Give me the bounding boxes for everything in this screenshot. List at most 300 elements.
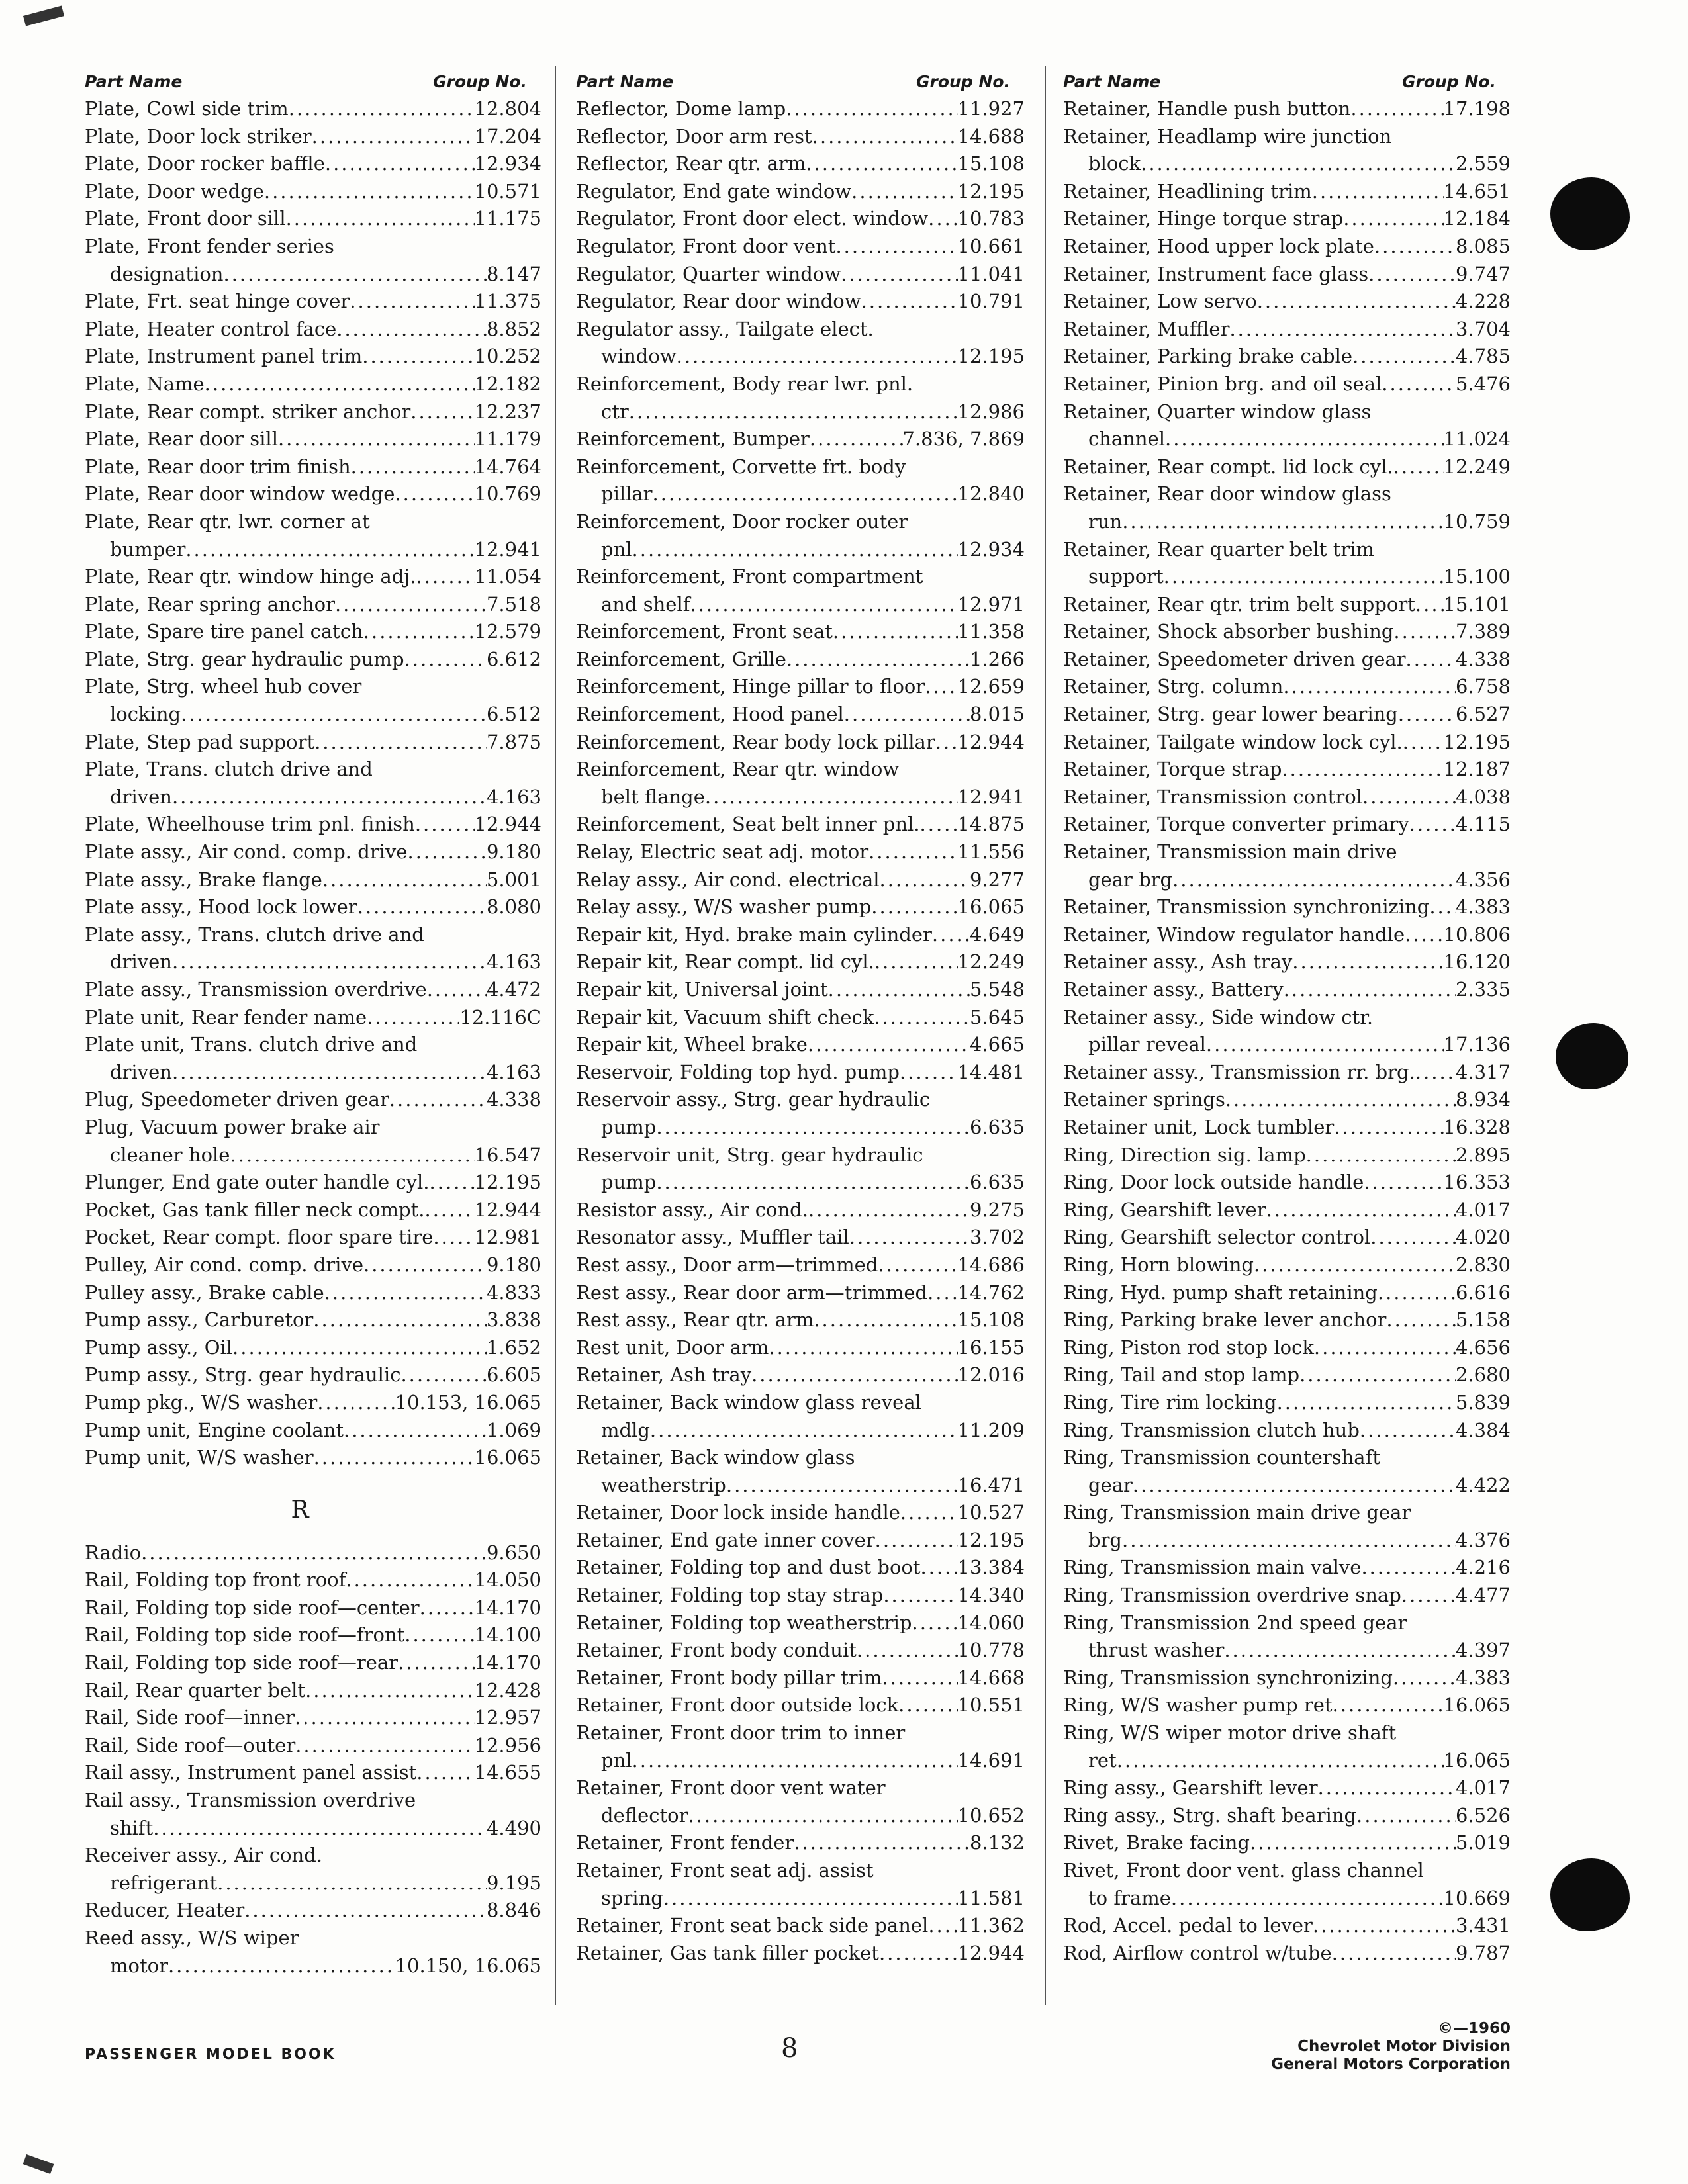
- dot-leader: [317, 1389, 395, 1417]
- dot-leader: [857, 1637, 958, 1664]
- group-number: 15.101: [1443, 592, 1511, 615]
- group-number: 1.266: [969, 647, 1025, 670]
- index-entry: [85, 426, 541, 453]
- index-entry: [576, 1361, 1025, 1389]
- dot-leader: [278, 426, 475, 453]
- group-number: 12.934: [957, 537, 1025, 561]
- part-name: Repair kit, Rear compt. lid cyl.: [576, 950, 874, 974]
- group-number: 4.338: [1455, 647, 1511, 670]
- entry-line: [1063, 1940, 1511, 1968]
- dot-leader: [851, 178, 957, 206]
- part-name: Plate, Rear spring anchor: [85, 592, 335, 615]
- group-number: 9.195: [486, 1871, 541, 1894]
- index-entry: [85, 1842, 541, 1897]
- part-name: Ring, Transmission countershaft: [1063, 1446, 1380, 1469]
- entry-line: [85, 178, 541, 206]
- dot-leader: [879, 1940, 958, 1968]
- entry-line: [1063, 288, 1511, 316]
- part-name: Retainer, Window regulator handle: [1063, 923, 1405, 946]
- part-name: Plug, Vacuum power brake air: [85, 1115, 380, 1138]
- group-number: 4.665: [969, 1033, 1025, 1056]
- entry-line: [576, 123, 1025, 151]
- index-entry: [576, 618, 1025, 646]
- dot-leader: [814, 1306, 957, 1334]
- dot-leader: [927, 1279, 957, 1307]
- dot-leader: [1415, 591, 1444, 619]
- part-name-continued: pnl: [601, 1749, 632, 1772]
- part-name: Reinforcement, Grille: [576, 647, 786, 670]
- group-number: 11.209: [957, 1418, 1025, 1441]
- index-entry: [1063, 1444, 1511, 1499]
- part-name: Plate, Heater control face: [85, 317, 337, 340]
- dot-leader: [153, 1815, 487, 1843]
- part-name: Pulley assy., Brake cable: [85, 1281, 324, 1304]
- group-number: 12.957: [474, 1706, 541, 1729]
- group-number: 14.655: [474, 1761, 541, 1784]
- entry-line: [85, 1169, 541, 1197]
- group-number: 6.616: [1455, 1281, 1511, 1304]
- index-entry: [85, 1334, 541, 1362]
- index-entry: [576, 1004, 1025, 1032]
- index-entry: [576, 150, 1025, 178]
- part-name: Plate, Rear compt. striker anchor: [85, 400, 411, 423]
- dot-leader: [395, 480, 474, 508]
- group-number: 6.527: [1455, 703, 1511, 726]
- part-name-continued: channel: [1088, 428, 1165, 451]
- group-number: 8.085: [1455, 234, 1511, 257]
- part-name-continued: shift: [110, 1816, 154, 1839]
- part-name: Retainer, Transmission synchronizing: [1063, 895, 1430, 919]
- index-entry: [85, 1787, 541, 1842]
- dot-leader: [314, 729, 487, 756]
- index-entry: [576, 1334, 1025, 1362]
- dot-leader: [430, 1169, 475, 1197]
- entry-continuation: [85, 701, 541, 729]
- dot-leader: [1206, 1031, 1444, 1059]
- dot-leader: [217, 1870, 487, 1897]
- part-name-continued: pump: [601, 1115, 657, 1138]
- entry-continuation: [85, 948, 541, 976]
- dot-leader: [1401, 1582, 1456, 1610]
- group-number: 3.431: [1455, 1914, 1511, 1937]
- entry-line: [576, 1692, 1025, 1719]
- entry-continuation: [1063, 1527, 1511, 1555]
- group-number: 12.195: [957, 179, 1025, 203]
- part-name: Ring, Transmission synchronizing: [1063, 1666, 1393, 1689]
- dot-leader: [878, 1251, 957, 1279]
- dot-leader: [264, 178, 475, 206]
- group-number: 14.481: [957, 1060, 1025, 1083]
- dot-leader: [1266, 1197, 1456, 1224]
- index-entry: [85, 508, 541, 563]
- part-name: Rail, Side roof—inner: [85, 1706, 295, 1729]
- group-number: 5.001: [486, 868, 541, 891]
- dot-leader: [844, 701, 970, 729]
- entry-line: [576, 1031, 1025, 1059]
- entry-line: [85, 1251, 541, 1279]
- entry-line: [1063, 1086, 1511, 1114]
- part-name: Regulator assy., Tailgate elect.: [576, 317, 874, 340]
- dot-leader: [357, 893, 487, 921]
- group-number: 12.195: [957, 1528, 1025, 1551]
- part-name: Ring, Tail and stop lamp: [1063, 1363, 1300, 1387]
- part-name: Retainer, Folding top stay strap: [576, 1584, 884, 1607]
- punch-hole-middle: [1556, 1023, 1628, 1089]
- group-number: 5.548: [969, 978, 1025, 1001]
- part-name: Receiver assy., Air cond.: [85, 1844, 323, 1867]
- dot-leader: [1171, 1885, 1444, 1913]
- entry-line: [85, 866, 541, 894]
- group-number: 10.759: [1443, 510, 1511, 533]
- part-name: Ring, Transmission main valve: [1063, 1556, 1362, 1579]
- section-letter: R: [291, 1496, 309, 1524]
- entry-line: [1063, 1197, 1511, 1224]
- part-name: Plate, Step pad support: [85, 730, 315, 753]
- group-number: 7.518: [486, 592, 541, 615]
- part-name: Repair kit, Wheel brake: [576, 1033, 808, 1056]
- dot-leader: [1257, 288, 1456, 316]
- entry-line: [1063, 1664, 1511, 1692]
- entry-line: [1063, 618, 1511, 646]
- part-name: Repair kit, Hyd. brake main cylinder: [576, 923, 932, 946]
- index-entry: [576, 811, 1025, 839]
- entry-line: [576, 1251, 1025, 1279]
- part-name-continued: ret: [1088, 1749, 1117, 1772]
- part-name: Reinforcement, Hood panel: [576, 703, 844, 726]
- entry-line: [85, 95, 541, 123]
- index-entry: [576, 1197, 1025, 1224]
- group-no-heading: Group No.: [432, 72, 527, 91]
- entry-line: [576, 1940, 1025, 1968]
- part-name: Retainer unit, Lock tumbler: [1063, 1115, 1335, 1138]
- index-entry: [1063, 646, 1511, 674]
- entry-line: [85, 150, 541, 178]
- index-entry: [85, 371, 541, 398]
- part-name: Reflector, Rear qtr. arm: [576, 152, 806, 175]
- part-name-continued: support: [1088, 565, 1164, 588]
- index-entry: [576, 701, 1025, 729]
- part-name: Retainer, Front door trim to inner: [576, 1721, 906, 1745]
- index-entry: [576, 1912, 1025, 1940]
- part-name: Rail, Rear quarter belt: [85, 1678, 306, 1702]
- dot-leader: [769, 1334, 957, 1362]
- part-name: Plate, Frt. seat hinge cover: [85, 290, 350, 313]
- column-divider-right: [1045, 66, 1046, 2005]
- part-name: Reservoir assy., Strg. gear hydraulic: [576, 1088, 931, 1111]
- part-name-continued: mdlg: [601, 1418, 650, 1441]
- entry-continuation: [576, 1417, 1025, 1445]
- part-name: Rest assy., Rear qtr. arm: [576, 1308, 814, 1332]
- dot-leader: [677, 343, 958, 371]
- group-number: 5.476: [1455, 372, 1511, 395]
- entry-line: [1063, 591, 1511, 619]
- group-number: 11.375: [474, 290, 541, 313]
- dot-leader: [875, 1527, 958, 1555]
- group-number: 17.198: [1443, 97, 1511, 120]
- part-name: Ring, Horn blowing: [1063, 1253, 1254, 1276]
- index-entry: [85, 563, 541, 591]
- entry-line: [576, 233, 1025, 261]
- part-name: Rail, Folding top side roof—front: [85, 1623, 405, 1647]
- dot-leader: [882, 1664, 957, 1692]
- index-entry: [85, 756, 541, 811]
- group-number: 10.778: [957, 1639, 1025, 1662]
- entry-line: [1063, 701, 1511, 729]
- part-name: Ring, W/S washer pump ret: [1063, 1694, 1333, 1717]
- group-number: 9.787: [1455, 1941, 1511, 1964]
- part-name-heading: Part Name: [576, 72, 674, 91]
- index-entry: [85, 1086, 541, 1114]
- group-number: 16.353: [1443, 1171, 1511, 1194]
- group-number: 1.652: [486, 1336, 541, 1359]
- entry-line: [576, 288, 1025, 316]
- part-name: Retainer, Instrument face glass: [1063, 262, 1369, 285]
- index-entry: [576, 729, 1025, 756]
- index-entry: [1063, 123, 1511, 178]
- part-name: Retainer, Ash tray: [576, 1363, 752, 1387]
- entry-line: [1063, 921, 1511, 949]
- dot-leader: [350, 288, 474, 316]
- part-name: Retainer, Headlamp wire junction: [1063, 124, 1392, 148]
- corporation-name: General Motors Corporation: [1271, 2056, 1511, 2073]
- part-name: Plate, Door wedge: [85, 179, 264, 203]
- group-number: 12.941: [474, 537, 541, 561]
- entry-line: [1063, 1389, 1511, 1417]
- group-number: 15.108: [957, 1308, 1025, 1332]
- index-entry: [576, 1142, 1025, 1197]
- index-entry: [576, 508, 1025, 563]
- dot-leader: [398, 1649, 474, 1677]
- dot-leader: [232, 1334, 487, 1362]
- index-entry: [1063, 1417, 1511, 1445]
- index-entry: [85, 398, 541, 426]
- entry-continuation: [85, 1059, 541, 1087]
- index-entry: [85, 480, 541, 508]
- entry-line: [1063, 646, 1511, 674]
- index-entry: [1063, 1554, 1511, 1582]
- part-name: Reinforcement, Corvette frt. body: [576, 455, 906, 478]
- part-name-continued: block: [1088, 152, 1141, 175]
- index-entry: [1063, 1279, 1511, 1307]
- dot-leader: [325, 150, 475, 178]
- group-number: 12.184: [1443, 207, 1511, 230]
- index-entry: [576, 563, 1025, 618]
- index-entry: [576, 1692, 1025, 1719]
- column-header: [576, 64, 1025, 91]
- part-name: Pulley, Air cond. comp. drive: [85, 1253, 363, 1276]
- index-entry: [1063, 893, 1511, 921]
- group-number: 12.237: [474, 400, 541, 423]
- index-entry: [85, 1197, 541, 1224]
- entry-line: [576, 811, 1025, 839]
- column-header: [85, 64, 541, 91]
- part-name: Pump unit, W/S washer: [85, 1446, 314, 1469]
- dot-leader: [404, 1621, 474, 1649]
- dot-leader: [1172, 866, 1456, 894]
- group-number: 14.340: [957, 1584, 1025, 1607]
- entry-line: [1063, 1829, 1511, 1857]
- group-number: 11.179: [474, 428, 541, 451]
- group-number: 12.934: [474, 152, 541, 175]
- part-name: Regulator, Rear door window: [576, 290, 861, 313]
- part-name: Reinforcement, Hinge pillar to floor: [576, 675, 925, 698]
- index-entry: [85, 729, 541, 756]
- group-number: 10.806: [1443, 923, 1511, 946]
- dot-leader: [1284, 976, 1456, 1004]
- dot-leader: [172, 948, 487, 976]
- dot-leader: [690, 591, 957, 619]
- dot-leader: [389, 1086, 487, 1114]
- scan-corner-mark-bottom: [23, 2154, 54, 2174]
- index-entry: [1063, 756, 1511, 784]
- part-name: Rod, Accel. pedal to lever: [1063, 1914, 1313, 1937]
- entry-continuation: [1063, 508, 1511, 536]
- part-name: Reinforcement, Seat belt inner pnl.: [576, 813, 920, 836]
- group-number: 4.017: [1455, 1198, 1511, 1221]
- part-name-continued: and shelf: [601, 592, 690, 615]
- dot-leader: [874, 948, 958, 976]
- index-entry: [576, 316, 1025, 371]
- group-number: 2.335: [1455, 978, 1511, 1001]
- copyright: ©—1960: [1437, 2020, 1511, 2037]
- dot-leader: [1292, 948, 1443, 976]
- entry-line: [85, 1224, 541, 1251]
- dot-leader: [416, 1759, 474, 1787]
- entry-line: [1063, 233, 1511, 261]
- dot-leader: [346, 1567, 474, 1594]
- dot-leader: [928, 205, 957, 233]
- dot-leader: [314, 1444, 475, 1472]
- dot-leader: [828, 976, 970, 1004]
- dot-leader: [1409, 811, 1456, 839]
- part-name: Retainer, Gas tank filler pocket: [576, 1941, 879, 1964]
- dot-leader: [351, 453, 475, 481]
- group-number: 10.153, 16.065: [395, 1390, 541, 1414]
- index-entry: [85, 1759, 541, 1787]
- index-entry: [576, 673, 1025, 701]
- index-entry: [85, 976, 541, 1004]
- part-name-continued: pillar reveal: [1088, 1033, 1206, 1056]
- part-name: Plate, Front fender series: [85, 234, 334, 257]
- group-number: 4.338: [486, 1088, 541, 1111]
- entry-line: [1063, 1142, 1511, 1169]
- entry-continuation: [1063, 563, 1511, 591]
- index-entry: [1063, 701, 1511, 729]
- part-name-continued: refrigerant: [110, 1871, 218, 1894]
- index-entry: [85, 95, 541, 123]
- group-number: 4.490: [486, 1816, 541, 1839]
- dot-leader: [900, 1499, 958, 1527]
- part-name: Plate, Rear door window wedge: [85, 482, 395, 506]
- dot-leader: [1352, 343, 1456, 371]
- entry-continuation: [85, 1952, 541, 1980]
- dot-leader: [313, 1306, 487, 1334]
- part-name: Reflector, Dome lamp: [576, 97, 786, 120]
- group-number: 4.383: [1455, 895, 1511, 919]
- part-name-continued: driven: [110, 950, 172, 974]
- dot-leader: [312, 123, 475, 151]
- part-name: Resistor assy., Air cond.: [576, 1198, 808, 1221]
- part-name: Retainer, Transmission main drive: [1063, 841, 1397, 864]
- dot-leader: [1277, 1389, 1456, 1417]
- group-number: 10.252: [474, 345, 541, 368]
- group-number: 11.041: [957, 262, 1025, 285]
- part-name: Plate assy., Air cond. comp. drive: [85, 841, 408, 864]
- part-name: Plate assy., Transmission overdrive: [85, 978, 427, 1001]
- entry-list-after-section: [85, 1539, 541, 1980]
- part-name: Retainer assy., Battery: [1063, 978, 1284, 1001]
- index-entry: [85, 839, 541, 866]
- entry-line: [576, 1499, 1025, 1527]
- entry-line: [85, 205, 541, 233]
- group-number: 11.358: [957, 620, 1025, 643]
- dot-leader: [1350, 95, 1443, 123]
- group-number: 13.384: [957, 1556, 1025, 1579]
- entry-continuation: [85, 784, 541, 811]
- index-entry: [1063, 1169, 1511, 1197]
- index-entry: [1063, 1774, 1511, 1802]
- index-entry: [576, 1527, 1025, 1555]
- entry-line: [576, 646, 1025, 674]
- dot-leader: [920, 811, 958, 839]
- group-number: 5.645: [969, 1005, 1025, 1028]
- dot-leader: [786, 95, 957, 123]
- index-entry: [1063, 1582, 1511, 1610]
- group-number: 6.605: [486, 1363, 541, 1387]
- dot-leader: [833, 618, 958, 646]
- part-name: Retainer, Front seat adj. assist: [576, 1859, 874, 1882]
- index-entry: [1063, 398, 1511, 453]
- part-name: Reflector, Door arm rest: [576, 124, 812, 148]
- dot-leader: [1117, 1747, 1444, 1775]
- index-entry: [1063, 976, 1511, 1004]
- entry-line: [85, 1677, 541, 1705]
- dot-leader: [1306, 1142, 1456, 1169]
- index-entry: [85, 673, 541, 728]
- part-name: Plate, Door lock striker: [85, 124, 312, 148]
- index-entry: [1063, 1361, 1511, 1389]
- dot-leader: [416, 563, 475, 591]
- index-entry: [1063, 1692, 1511, 1719]
- dot-leader: [367, 1004, 459, 1032]
- entry-continuation: [576, 398, 1025, 426]
- index-entry: [1063, 95, 1511, 123]
- part-name: Retainer springs: [1063, 1088, 1225, 1111]
- part-name: Plate, Rear qtr. window hinge adj.: [85, 565, 416, 588]
- dot-leader: [1229, 316, 1456, 343]
- entry-continuation: [576, 536, 1025, 564]
- entry-line: [576, 948, 1025, 976]
- index-entry: [85, 123, 541, 151]
- entry-line: [576, 150, 1025, 178]
- dot-leader: [632, 1747, 958, 1775]
- dot-leader: [1165, 426, 1444, 453]
- part-name-continued: gear brg: [1088, 868, 1173, 891]
- dot-leader: [1122, 508, 1443, 536]
- dot-leader: [244, 1897, 487, 1925]
- entry-line: [576, 1361, 1025, 1389]
- group-number: 16.065: [957, 895, 1025, 919]
- entry-line: [1063, 729, 1511, 756]
- group-number: 4.163: [486, 785, 541, 808]
- entry-line: [576, 729, 1025, 756]
- group-number: 12.944: [957, 1941, 1025, 1964]
- entry-line: [1063, 1169, 1511, 1197]
- group-number: 12.956: [474, 1733, 541, 1756]
- group-number: 4.017: [1455, 1776, 1511, 1799]
- dot-leader: [420, 1594, 475, 1622]
- group-number: 12.182: [474, 372, 541, 395]
